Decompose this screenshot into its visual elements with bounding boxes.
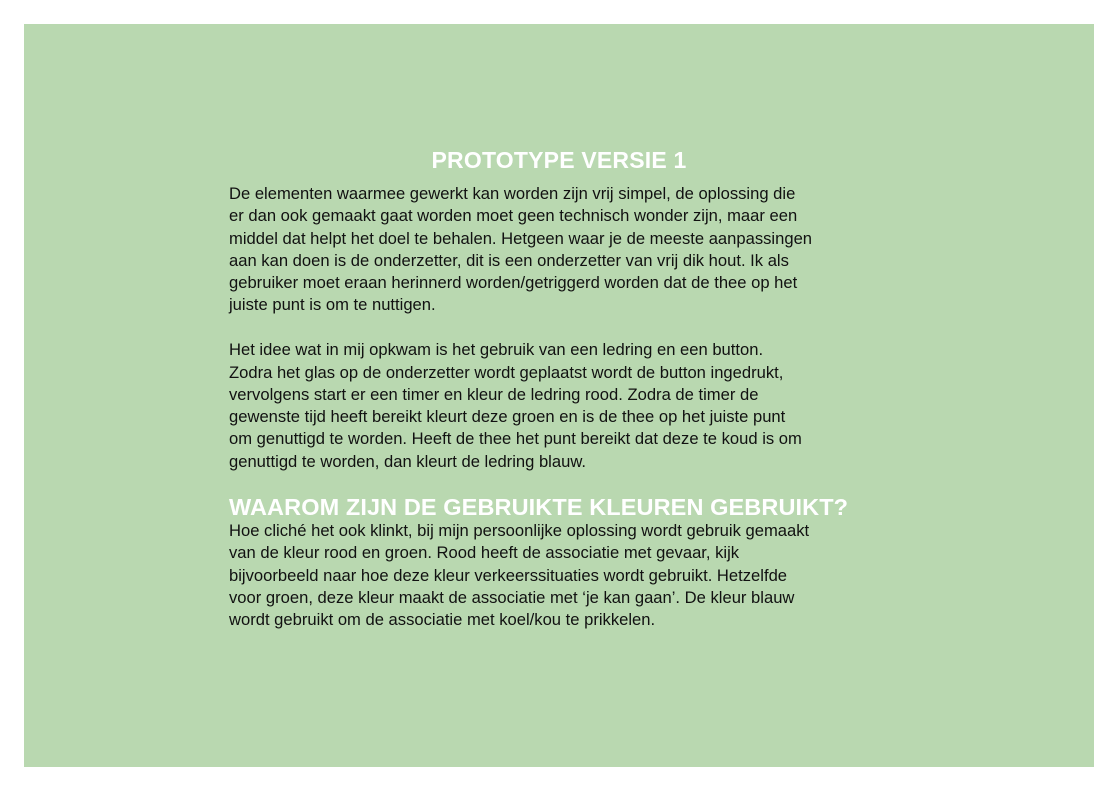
slide-content (229, 183, 919, 632)
slide-panel (24, 24, 1094, 767)
colors-paragraph: Hoe cliché het ook klinkt, bij mijn persoonlijke oplossing wordt gebruik gemaakt van de kleur rood en groen. Rood heeft de associatie met gevaar, kijk bijvoorbeeld naar hoe deze kleur verkeerssituaties wordt gebruikt. Hetzelfde voor groen, deze kleur maakt de associatie met ‘je kan gaan’. De kleur blauw wordt gebruikt om de associatie met koel/kou te prikkelen. (229, 521, 810, 630)
idea-paragraph: Het idee wat in mij opkwam is het gebruik van een ledring en een button. Zodra het glas op de onderzetter wordt geplaatst wordt de button ingedrukt, vervolgens start er een timer en kleur de ledring rood. Zodra de timer de gewenste tijd heeft bereikt kleurt deze groen en is de thee op het juiste punt om genuttigd te worden. Heeft de thee het punt bereikt dat deze te koud is om genuttigd te worden, dan kleurt de ledring blauw. (229, 340, 802, 471)
slide-title: PROTOTYPE VERSIE 1 (431, 147, 687, 173)
intro-paragraph: De elementen waarmee gewerkt kan worden zijn vrij simpel, de oplossing die er dan ook gemaakt gaat worden moet geen technisch wonder zijn, maar een middel dat helpt het doel te behalen. Hetgeen waar je de meeste aanpassingen aan kan doen is de onderzetter, dit is een onderzetter van vrij dik hout. Ik als gebruiker moet eraan herinnerd worden/getriggerd worden dat de thee op het juiste punt is om te nuttigen. (229, 184, 813, 315)
colors-subheading: WAAROM ZIJN DE GEBRUIKTE KLEUREN GEBRUIKT? (229, 494, 849, 521)
